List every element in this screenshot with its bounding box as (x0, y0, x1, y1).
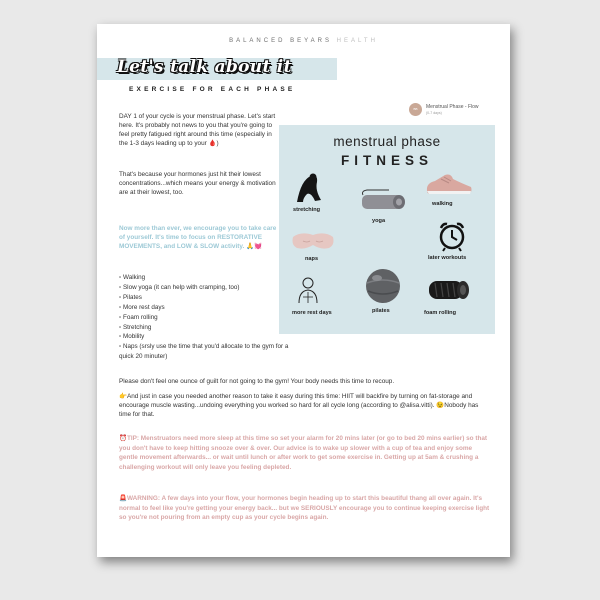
paragraph-encourage (119, 224, 277, 251)
alarm-clock-icon (437, 220, 467, 252)
brand-accent: HEALTH (336, 38, 378, 44)
infographic-subtitle: FITNESS (340, 153, 433, 168)
ig-tag-title: Menstrual Phase - Flow (426, 104, 479, 110)
shoe-icon (423, 169, 475, 197)
infographic-title: menstrual phase (333, 134, 441, 149)
page-title: Let's talk about it (117, 57, 292, 77)
brand-name: BALANCED BEYARS (229, 38, 332, 44)
paragraph-guilt: Please don't feel one ounce of guilt for not going to the gym! Your body needs this time to recoup. (119, 378, 395, 385)
rest-person-icon (295, 275, 321, 305)
document-page (97, 24, 510, 557)
tip-paragraph: ⏰TIP: Menstruators need more sleep at this time so set your alarm for 20 mins later (or go to bed 20 mins earlier) so that you don't have to keep hitting snooze over & over. Our advice is to wake up slower with a cup of tea and enjoy some gentle movement afterwards... or wait until lunch or after work to get some exercise in. Getting up at 5am & crushing a challenging workout will only leave you feeling depleted. (119, 435, 488, 471)
label-walking: walking (432, 201, 453, 207)
list-item: ▫ Naps (srsly use the time that you'd allocate to the gym for a quick 20 minuter) (119, 343, 289, 361)
list-item: ▫ Slow yoga (it can help with cramping, too) (119, 283, 240, 291)
label-foam-rolling: foam rolling (424, 310, 457, 316)
label-naps: naps (305, 256, 319, 262)
foam-roller-icon (425, 275, 471, 305)
avatar: BB (409, 103, 422, 116)
warning-paragraph: 🚨WARNING: A few days into your flow, your hormones begin heading up to start this beautiful thang all over again. It's normal to feel like you're getting your energy back... but we SERIOUSLY encourage you to continue keeping exercise light so you're not pouring from an empty cup as your cycle begins again. (119, 495, 490, 522)
label-yoga: yoga (372, 218, 386, 224)
brand-header (97, 38, 510, 44)
label-stretching: stretching (293, 207, 321, 213)
ig-tag-sub: (0-7 days) (426, 111, 442, 115)
fitness-infographic (279, 125, 495, 334)
paragraph-hiit: 👉And just in case you needed another reason to take it easy during this time: HIIT will backfire by turning on fat-storage and encourage muscle wasting...undoing everything you worked so hard for all cycle long (according to @alisa.vitti). 😉Nobody has time for that. (119, 393, 479, 418)
paragraph-hormones: That's because your hormones just hit their lowest concentrations...which means your energy & motivation are at their lowest, too. (119, 171, 276, 196)
label-pilates: pilates (372, 308, 390, 314)
list-item: ▫ Walking (119, 274, 146, 281)
paragraph-intro: DAY 1 of your cycle is your menstrual phase. Let's start here. It's probably not news to you that you're going to feel pretty fatigued right around this time (especially in the 1-3 days leading up to your 🩸) (119, 113, 276, 147)
encourage-restorative: RESTORATIVE MOVEMENTS (119, 234, 262, 250)
yoga-mat-icon (359, 187, 407, 215)
list-item: ▫ Foam rolling (119, 313, 158, 321)
stretching-icon (291, 170, 327, 206)
sleep-mask-icon (289, 229, 337, 253)
activity-list (119, 273, 289, 362)
list-item: ▫ Pilates (119, 293, 142, 301)
pilates-ball-icon (363, 267, 403, 305)
encourage-low-slow: LOW & SLOW (176, 243, 220, 250)
encourage-text-c: , and (160, 243, 177, 250)
encourage-text-a: Now more than ever, we encourage you to take care of yourself. It's time to focus on (119, 225, 277, 241)
list-item: ▫ More rest days (119, 303, 165, 311)
label-more-rest-days: more rest days (292, 310, 332, 316)
label-later-workouts: later workouts (428, 255, 467, 261)
list-item: ▫ Mobility (119, 333, 145, 341)
page-subtitle: EXERCISE FOR EACH PHASE (129, 86, 296, 93)
list-item: ▫ Stretching (119, 323, 152, 331)
encourage-text-e: activity. 🙏💓 (219, 243, 262, 250)
